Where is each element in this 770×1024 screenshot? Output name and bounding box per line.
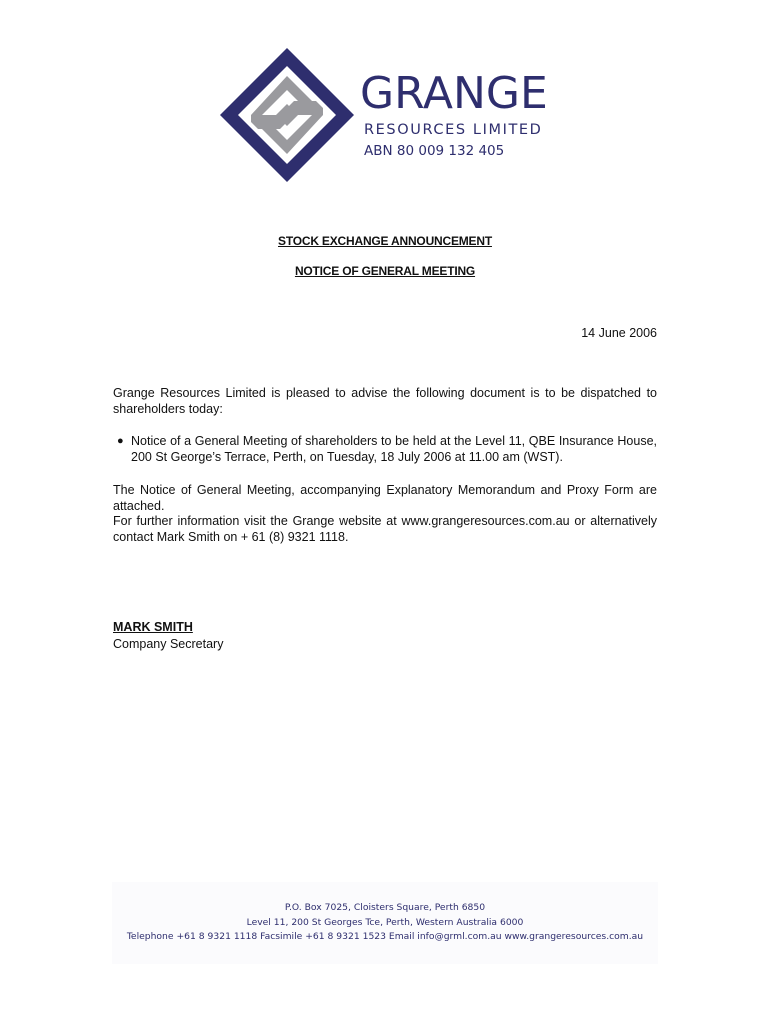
document-title: STOCK EXCHANGE ANNOUNCEMENT <box>278 234 492 248</box>
document-subtitle: NOTICE OF GENERAL MEETING <box>294 264 476 278</box>
bullet-item <box>113 433 657 465</box>
footer-address-street: Level 11, 200 St Georges Tce, Perth, Western Australia 6000 <box>246 916 524 928</box>
footer-address-postal: P.O. Box 7025, Cloisters Square, Perth 6850 <box>284 902 486 913</box>
letterhead <box>192 46 578 186</box>
contact-paragraph: For further information visit the Grange website at www.grangeresources.com.au or alternatively contact Mark Smith on + 61 (8) 9321 1118. <box>113 514 657 544</box>
letterhead-footer <box>112 882 658 964</box>
signatory-name: MARK SMITH <box>113 620 193 634</box>
bullet-icon: ● <box>117 435 124 447</box>
bullet-text: Notice of a General Meeting of shareholders to be held at the Level 11, QBE Insurance House, 200 St George’s Terrace, Perth, on Tuesday, 18 July 2006 at 11.00 am (WST). <box>131 434 657 464</box>
signatory-title: Company Secretary <box>113 637 224 651</box>
attached-paragraph: The Notice of General Meeting, accompanying Explanatory Memorandum and Proxy Form are attached. <box>113 483 657 513</box>
company-name: GRANGE <box>360 68 548 119</box>
grange-logo-icon <box>218 46 356 184</box>
intro-paragraph: Grange Resources Limited is pleased to advise the following document is to be dispatched to shareholders today: <box>113 386 657 416</box>
company-subtitle: RESOURCES LIMITED <box>364 122 543 138</box>
document-date: 14 June 2006 <box>581 326 657 340</box>
company-abn: ABN 80 009 132 405 <box>364 143 505 159</box>
footer-contact-details: Telephone +61 8 9321 1118 Facsimile +61 8 9321 1523 Email info@grml.com.au www.grangeresources.com.au <box>126 931 644 942</box>
